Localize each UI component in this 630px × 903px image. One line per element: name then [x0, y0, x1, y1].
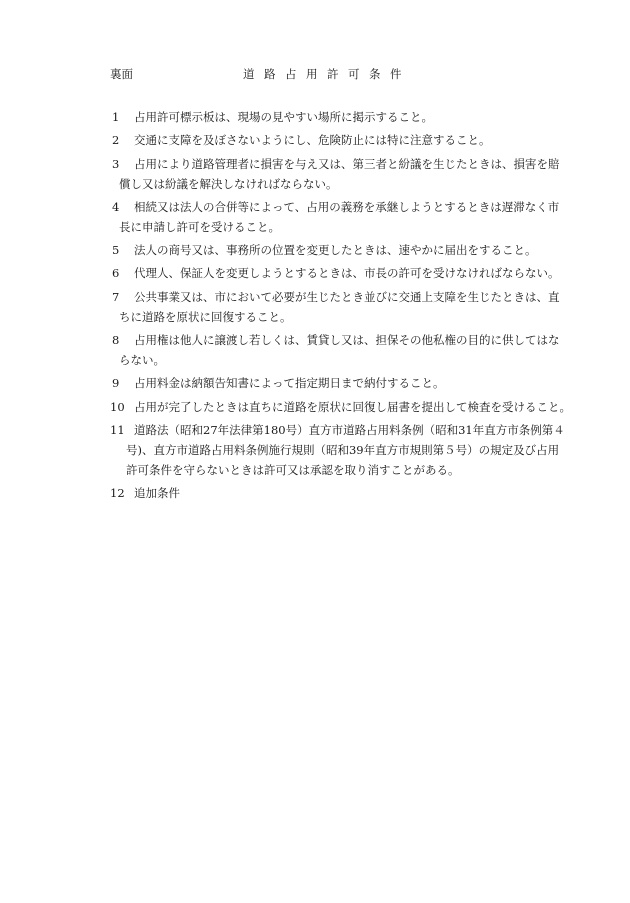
condition-text: 相続又は法人の合併等によって、占用の義務を承継しようとするときは遅滞なく市	[134, 199, 560, 214]
condition-number: 3	[112, 156, 120, 171]
condition-item-2	[110, 130, 580, 150]
condition-number: 2	[112, 133, 120, 148]
condition-text-continued: 償し又は紛議を解決しなければならない。	[119, 176, 338, 191]
condition-text: 道路法（昭和27年法律第180号）直方市道路占用料条例（昭和31年直方市条例第４	[134, 422, 565, 437]
conditions-list	[110, 107, 580, 507]
condition-text-continued: 許可条件を守らないときは許可又は承認を取り消すことがある。	[126, 462, 460, 477]
condition-text: 交通に支障を及ぼさないようにし、危険防止には特に注意すること。	[134, 133, 491, 148]
condition-text-continued: 長に申請し許可を受けること。	[119, 219, 280, 234]
condition-text: 占用料金は納額告知書によって指定期日まで納付すること。	[134, 376, 445, 391]
condition-item-10	[110, 397, 580, 417]
condition-number: 4	[112, 199, 120, 214]
condition-text: 法人の商号又は、事務所の位置を変更したときは、速やかに届出をすること。	[134, 243, 537, 258]
condition-item-4	[110, 197, 580, 237]
condition-text-continued: らない。	[119, 353, 165, 368]
condition-number: 10	[110, 399, 125, 414]
condition-item-3	[110, 154, 580, 194]
condition-number: 1	[112, 110, 120, 124]
condition-text: 占用権は他人に譲渡し若しくは、賃貸し又は、担保その他私権の目的に供してはな	[134, 333, 560, 348]
condition-text: 追加条件	[134, 486, 180, 501]
condition-text: 占用が完了したときは直ちに道路を原状に回復し届書を提出して検査を受けること。	[134, 399, 571, 414]
condition-number: 6	[112, 266, 120, 281]
condition-number: 11	[110, 422, 125, 437]
condition-item-11	[110, 420, 580, 480]
condition-number: 8	[112, 333, 120, 348]
page-title: 道路占用許可条件	[243, 67, 411, 81]
condition-number: 7	[112, 289, 120, 304]
condition-number: 12	[110, 486, 125, 501]
condition-number: 9	[112, 376, 120, 391]
condition-text: 代理人、保証人を変更しようとするときは、市長の許可を受けなければならない。	[134, 266, 560, 281]
condition-text: 公共事業又は、市において必要が生じたとき並びに交通上支障を生じたときは、直	[134, 289, 560, 304]
condition-item-6	[110, 263, 580, 283]
condition-item-1	[110, 107, 580, 127]
condition-item-5	[110, 240, 580, 260]
condition-item-7	[110, 287, 580, 327]
condition-text-continued: ちに道路を原状に回復すること。	[119, 309, 292, 324]
reverse-side-label: 裏面	[110, 67, 133, 81]
condition-item-8	[110, 330, 580, 370]
condition-text: 占用許可標示板は、現場の見やすい場所に掲示すること。	[134, 110, 433, 124]
condition-item-9	[110, 373, 580, 393]
condition-number: 5	[112, 243, 120, 258]
condition-text-continued: 号)、直方市道路占用料条例施行規則（昭和39年直方市規則第５号）の規定及び占用	[126, 442, 560, 457]
condition-text: 占用により道路管理者に損害を与え又は、第三者と紛議を生じたときは、損害を賠	[134, 156, 560, 171]
condition-item-12	[110, 483, 580, 503]
